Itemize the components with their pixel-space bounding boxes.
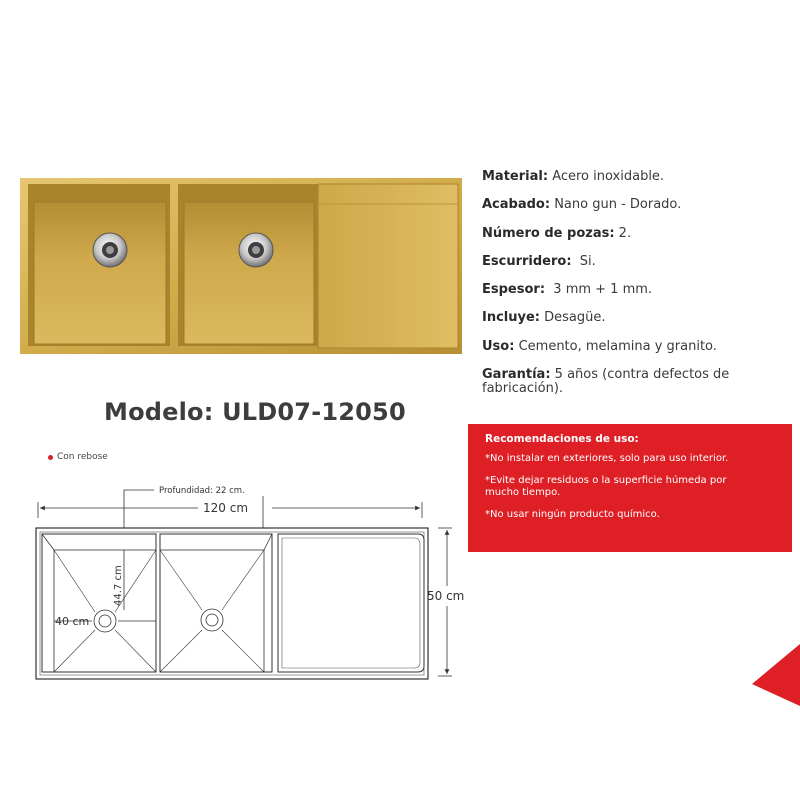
drainer-outline xyxy=(278,534,424,672)
recommendation-item: *Evite dejar residuos o la superficie húmeda por mucho tiempo. xyxy=(485,474,727,498)
height-dimension xyxy=(427,528,464,676)
spec-material: Material: Acero inoxidable. xyxy=(482,169,665,184)
spec-escurridero: Escurridero: Si. xyxy=(482,253,596,269)
legend-label: Con rebose xyxy=(57,452,108,462)
length-label: 120 cm xyxy=(203,501,249,515)
recommendation-item: *No usar ningún producto químico. xyxy=(485,508,660,520)
recommendations-box xyxy=(468,424,792,552)
spec-acabado: Acabado: Nano gun - Dorado. xyxy=(482,197,682,213)
bowl-left-outline xyxy=(42,534,156,672)
spec-numero-pozas: Número de pozas: 2. xyxy=(482,225,632,241)
spec-espesor: Espesor: 3 mm + 1 mm. xyxy=(482,282,653,298)
bowl-width-label: 40 cm xyxy=(55,615,90,628)
model-title: Modelo: ULD07-12050 xyxy=(104,398,406,426)
spec-uso: Uso: Cemento, melamina y granito. xyxy=(482,338,717,354)
red-corner-triangle xyxy=(752,644,800,706)
recommendations-list xyxy=(485,453,778,521)
sink-technical-diagram xyxy=(20,478,480,688)
spec-list xyxy=(482,170,782,396)
red-dot-icon xyxy=(48,455,53,460)
spec-incluye: Incluye: Desagüe. xyxy=(482,310,606,326)
recommendation-item: *No instalar en exteriores, solo para uso interior. xyxy=(485,453,729,464)
bowl-right-outline xyxy=(160,534,272,672)
bowl-depth-label: 44.7 cm xyxy=(113,565,124,606)
recommendations-title: Recomendaciones de uso: xyxy=(485,433,639,445)
spec-garantia: Garantía: 5 años (contra defectos de fabricación). xyxy=(482,367,730,397)
depth-label: Profundidad: 22 cm. xyxy=(159,486,245,496)
legend-con-rebose xyxy=(48,452,108,462)
sink-product-photo xyxy=(20,178,462,354)
height-label: 50 cm xyxy=(427,589,465,603)
length-dimension xyxy=(38,501,422,518)
